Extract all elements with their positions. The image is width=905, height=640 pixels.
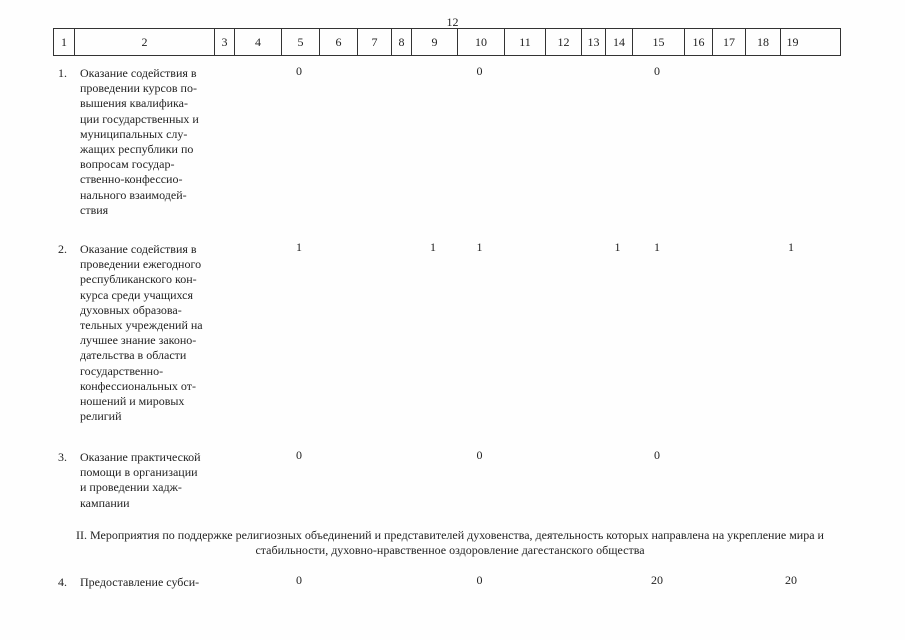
value-cell-col-5: 0: [296, 64, 302, 78]
header-col-15: 15: [632, 29, 684, 55]
header-col-7: 7: [357, 29, 391, 55]
row-description: Оказание содействия в проведении курсов по- вышения квалифика- ции государственных и муниципальных слу- жащих республики по вопросам государ- ственно-конфессио- нального взаимодей- ствия: [80, 66, 199, 217]
value-cell-col-15: 20: [651, 573, 663, 587]
row-description: Оказание практической помощи в организации и проведении хадж- кампании: [80, 450, 201, 510]
value-cell-col-5: 1: [296, 240, 302, 254]
row-description: Предоставление субси-: [80, 575, 200, 589]
header-col-1: 1: [61, 34, 67, 49]
value-cell-col-15: 0: [654, 64, 660, 78]
value-cell-col-10: 0: [476, 64, 483, 78]
value-cell-col-19: 20: [785, 573, 797, 587]
header-col-14: 14: [605, 29, 632, 55]
value-cell-col-9: 1: [430, 240, 436, 254]
page-number: 12: [446, 15, 459, 29]
value-cell-col-15: 1: [654, 240, 660, 254]
value-cell-col-5: 0: [296, 573, 302, 587]
header-col-12: 12: [545, 29, 581, 55]
header-col-19: 19: [780, 29, 804, 55]
value-cell-col-10: 0: [476, 448, 483, 462]
row-number: 1.: [58, 66, 67, 80]
header-col-4: 4: [234, 29, 281, 55]
value-cell-col-10: 1: [476, 240, 483, 254]
header-col-16: 16: [684, 29, 712, 55]
header-col-3: 3: [214, 29, 234, 55]
header-col-18: 18: [745, 29, 780, 55]
header-col-11: 11: [504, 29, 545, 55]
header-col-13: 13: [581, 29, 605, 55]
header-col-2: 2: [74, 29, 214, 55]
row-number: 4.: [58, 575, 67, 589]
header-col-10: 10: [457, 29, 504, 55]
value-cell-col-10: 0: [476, 573, 483, 587]
section-title: II. Мероприятия по поддержке религиозных объединений и представителей духовенства, деятельность которых направлена на укрепление мира и стабильности, духовно-нравственное оздоровление дагестанского общества: [76, 528, 824, 557]
value-cell-col-14: 1: [614, 240, 621, 254]
header-col-9: 9: [411, 29, 457, 55]
row-number: 2.: [58, 242, 67, 256]
value-cell-col-19: 1: [788, 240, 794, 254]
value-cell-col-5: 0: [296, 448, 302, 462]
value-cell-col-15: 0: [654, 448, 660, 462]
row-number: 3.: [58, 450, 67, 464]
header-col-8: 8: [391, 29, 411, 55]
header-col-5: 5: [281, 29, 319, 55]
header-col-6: 6: [319, 29, 357, 55]
row-description: Оказание содействия в проведении ежегодного республиканского кон- курса среди учащихся духовных образова- тельных учреждений на лучшее знание законо- дательства в области государственно- конфессиональных от- ношений и мировых религий: [80, 242, 203, 424]
header-col-17: 17: [712, 29, 745, 55]
table-header: [53, 28, 841, 56]
